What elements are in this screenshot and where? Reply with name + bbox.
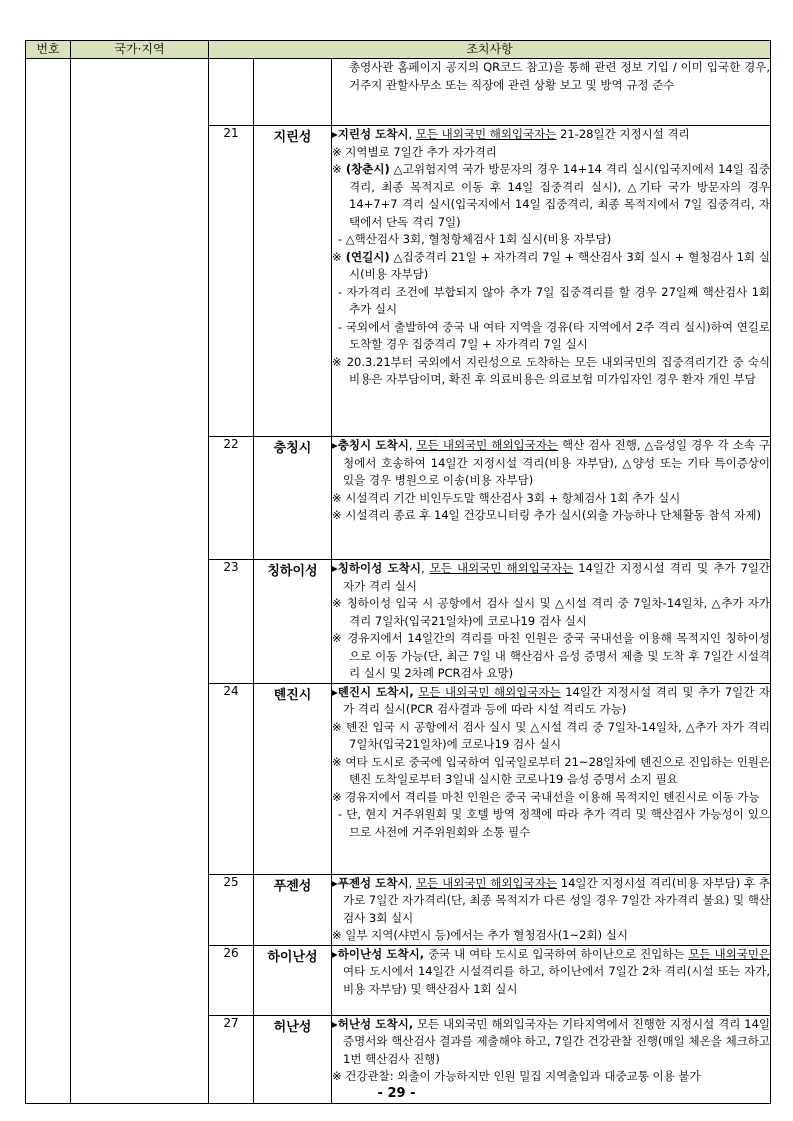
note-line: ※ 20.3.21부터 국외에서 지린성으로 도착하는 모든 내외국민의 집중격리기간 중 숙식비용은 자부담이며, 확진 후 의료비용은 의료보험 미가입자인 경우 환자 개인 부담: [332, 354, 771, 386]
outer-country-cell: [71, 59, 209, 1104]
continuation-text: 총영사관 홈페이지 공지의 QR코드 참고)을 통해 관련 정보 기입 / 이미 입국한 경우, 거주지 관할사무소 또는 직장에 관련 상황 보고 및 방역 규정 준수: [349, 60, 771, 92]
triangle-bullet-icon: ▸: [332, 946, 338, 961]
note-line: ※ 일부 지역(샤먼시 등)에서는 추가 혈청검사(1~2회) 실시: [332, 928, 628, 942]
note-line: ※ 경유지에서 격리를 마친 인원은 중국 국내선을 이용해 목적지인 톈진시로 이동 가능: [332, 789, 760, 804]
sub-line: - 국외에서 출발하여 중국 내 여타 지역을 경유(타 지역에서 2주 격리 실시)하여 연길로 도착할 경우 집중격리 7일 + 자가격리 7일 실시: [338, 319, 771, 351]
arrival-rule: ▸충칭시 도착시, 모든 내외국민 해외입국자는 핵산 검사 진행, △음성일 경우 각 소속 구청에서 호송하여 14일간 지정시설 격리(비용 자부담), △양성 또는 기타 특이증상이 있을 경우 병원으로 이송(비용 자부담): [332, 438, 771, 487]
header-number: 번호: [26, 41, 71, 59]
outer-number-cell: [26, 59, 71, 1104]
header-measures: 조치사항: [209, 41, 771, 59]
note-line: ※ 건강관찰: 외출이 가능하지만 인원 밀집 지역출입과 대중교통 이용 불가: [332, 1069, 701, 1083]
row-region: 하이난성: [254, 945, 332, 1015]
row-region: 칭하이성: [254, 560, 332, 684]
row-number: 26: [209, 945, 254, 1015]
note-line: ※ 톈진 입국 시 공항에서 검사 실시 및 △시설 격리 중 7일차-14일차, △추가 자가 격리 7일차(입국21일차)에 코로나19 검사 실시: [332, 719, 771, 751]
row-content: [332, 126, 771, 437]
header-country: 국가·지역: [71, 41, 209, 59]
row-content: [332, 59, 771, 126]
row-number: [209, 59, 254, 126]
row-content: [332, 560, 771, 684]
row-region: [254, 59, 332, 126]
arrival-rule: ▸칭하이성 도착시, 모든 내외국민 해외입국자는 14일간 지정시설 격리 및 추가 7일간 자가 격리 실시: [332, 561, 771, 593]
sub-line: - 자가격리 조건에 부합되지 않아 추가 7일 집중격리를 할 경우 27일째 핵산검사 1회 추가 실시: [338, 284, 771, 316]
note-line: ※ (창춘시) △고위험지역 국가 방문자의 경우 14+14 격리 실시(입국지에서 14일 집중격리, 최종 목적지로 이동 후 14일 집중격리 실시), △기타 국가 방문자의 경우 14+7+7 격리 실시(입국지에서 14일 집중격리, 최종 목적지에서 7일 집중격리, 자택에서 단독 격리 7일): [332, 162, 771, 229]
row-number: 23: [209, 560, 254, 684]
note-line: ※ 여타 도시로 중국에 입국하여 입국일로부터 21~28일차에 톈진으로 진입하는 인원은 톈진 도착일로부터 3일내 실시한 코로나19 음성 증명서 소지 필요: [332, 754, 771, 786]
arrival-rule: ▸톈진시 도착시, 모든 내외국민 해외입국자는 14일간 지정시설 격리 및 추가 7일간 자가 격리 실시(PCR 검사결과 등에 따라 시설 격리도 가능): [332, 684, 771, 716]
row-region: 푸젠성: [254, 874, 332, 945]
arrival-rule: ▸허난성 도착시, 모든 내외국민 해외입국자는 기타지역에서 진행한 지정시설 격리 14일 증명서와 핵산검사 결과를 제출해야 하고, 7일간 건강관찰 진행(매일 체온을 체크하고 1번 핵산검사 진행): [332, 1016, 771, 1066]
row-number: 27: [209, 1015, 254, 1103]
triangle-bullet-icon: ▸: [332, 127, 338, 141]
arrival-rule: ▸지린성 도착시, 모든 내외국민 해외입국자는 21-28일간 지정시설 격리: [332, 127, 690, 141]
triangle-bullet-icon: ▸: [332, 684, 338, 699]
triangle-bullet-icon: ▸: [332, 438, 338, 452]
row-number: 25: [209, 874, 254, 945]
table-row: [26, 59, 771, 126]
arrival-rule: ▸푸젠성 도착시, 모든 내외국민 해외입국자는 14일간 지정시설 격리(비용 자부담) 후 추가로 7일간 자가격리(단, 최종 목적지가 다른 성일 경우 7일간 자가격리 불요) 및 핵산검사 3회 실시: [332, 875, 771, 925]
note-line: ※ 시설격리 종료 후 14일 건강모니터링 추가 실시(외출 가능하나 단체활동 참석 자제): [332, 508, 761, 522]
table-header-row: [26, 41, 771, 59]
note-line: ※ (연길시) △집중격리 21일 + 자가격리 7일 + 핵산검사 3회 실시 + 혈청검사 1회 실시(비용 자부담): [332, 249, 771, 281]
row-content: [332, 683, 771, 874]
triangle-bullet-icon: ▸: [332, 1016, 338, 1031]
sub-line: - 단, 현지 거주위원회 및 호텔 방역 정책에 따라 추가 격리 및 핵산검사 가능성이 있으므로 사전에 거주위원회와 소통 필수: [338, 807, 771, 839]
triangle-bullet-icon: ▸: [332, 561, 338, 575]
note-line: ※ 칭하이성 입국 시 공항에서 검사 실시 및 △시설 격리 중 7일차-14일차, △추가 자가 격리 7일차(입국21일차)에 코로나19 검사 실시: [332, 596, 771, 628]
note-line: ※ 지역별로 7일간 추가 자가격리: [332, 144, 497, 159]
row-content: [332, 874, 771, 945]
row-region: 충칭시: [254, 437, 332, 560]
row-region: 지린성: [254, 126, 332, 437]
row-content: [332, 945, 771, 1015]
row-content: [332, 437, 771, 560]
row-region: 톈진시: [254, 683, 332, 874]
note-line: ※ 시설격리 기간 비인두도말 핵산검사 3회 + 항체검사 1회 추가 실시: [332, 490, 681, 505]
row-number: 22: [209, 437, 254, 560]
arrival-rule: ▸하이난성 도착시, 중국 내 여타 도시로 입국하여 하이난으로 진입하는 모든 내외국민은 여타 도시에서 14일간 시설격리를 하고, 하이난에서 7일간 2차 격리(시설 또는 자가, 비용 자부담) 및 핵산검사 1회 실시: [332, 946, 771, 996]
page-number: - 29 -: [377, 1086, 416, 1101]
sub-line: - △핵산검사 3회, 혈청항체검사 1회 실시(비용 자부담): [338, 232, 612, 246]
note-line: ※ 경유지에서 14일간의 격리를 마친 인원은 중국 국내선을 이용해 목적지인 칭하이성으로 이동 가능(단, 최근 7일 내 핵산검사 음성 증명서 제출 및 도착 후 7일간 시설격리 실시 및 2차례 PCR검사 요망): [332, 631, 771, 680]
row-number: 21: [209, 126, 254, 437]
measures-table: [25, 40, 771, 1104]
row-region: 허난성: [254, 1015, 332, 1103]
triangle-bullet-icon: ▸: [332, 875, 338, 890]
row-number: 24: [209, 683, 254, 874]
